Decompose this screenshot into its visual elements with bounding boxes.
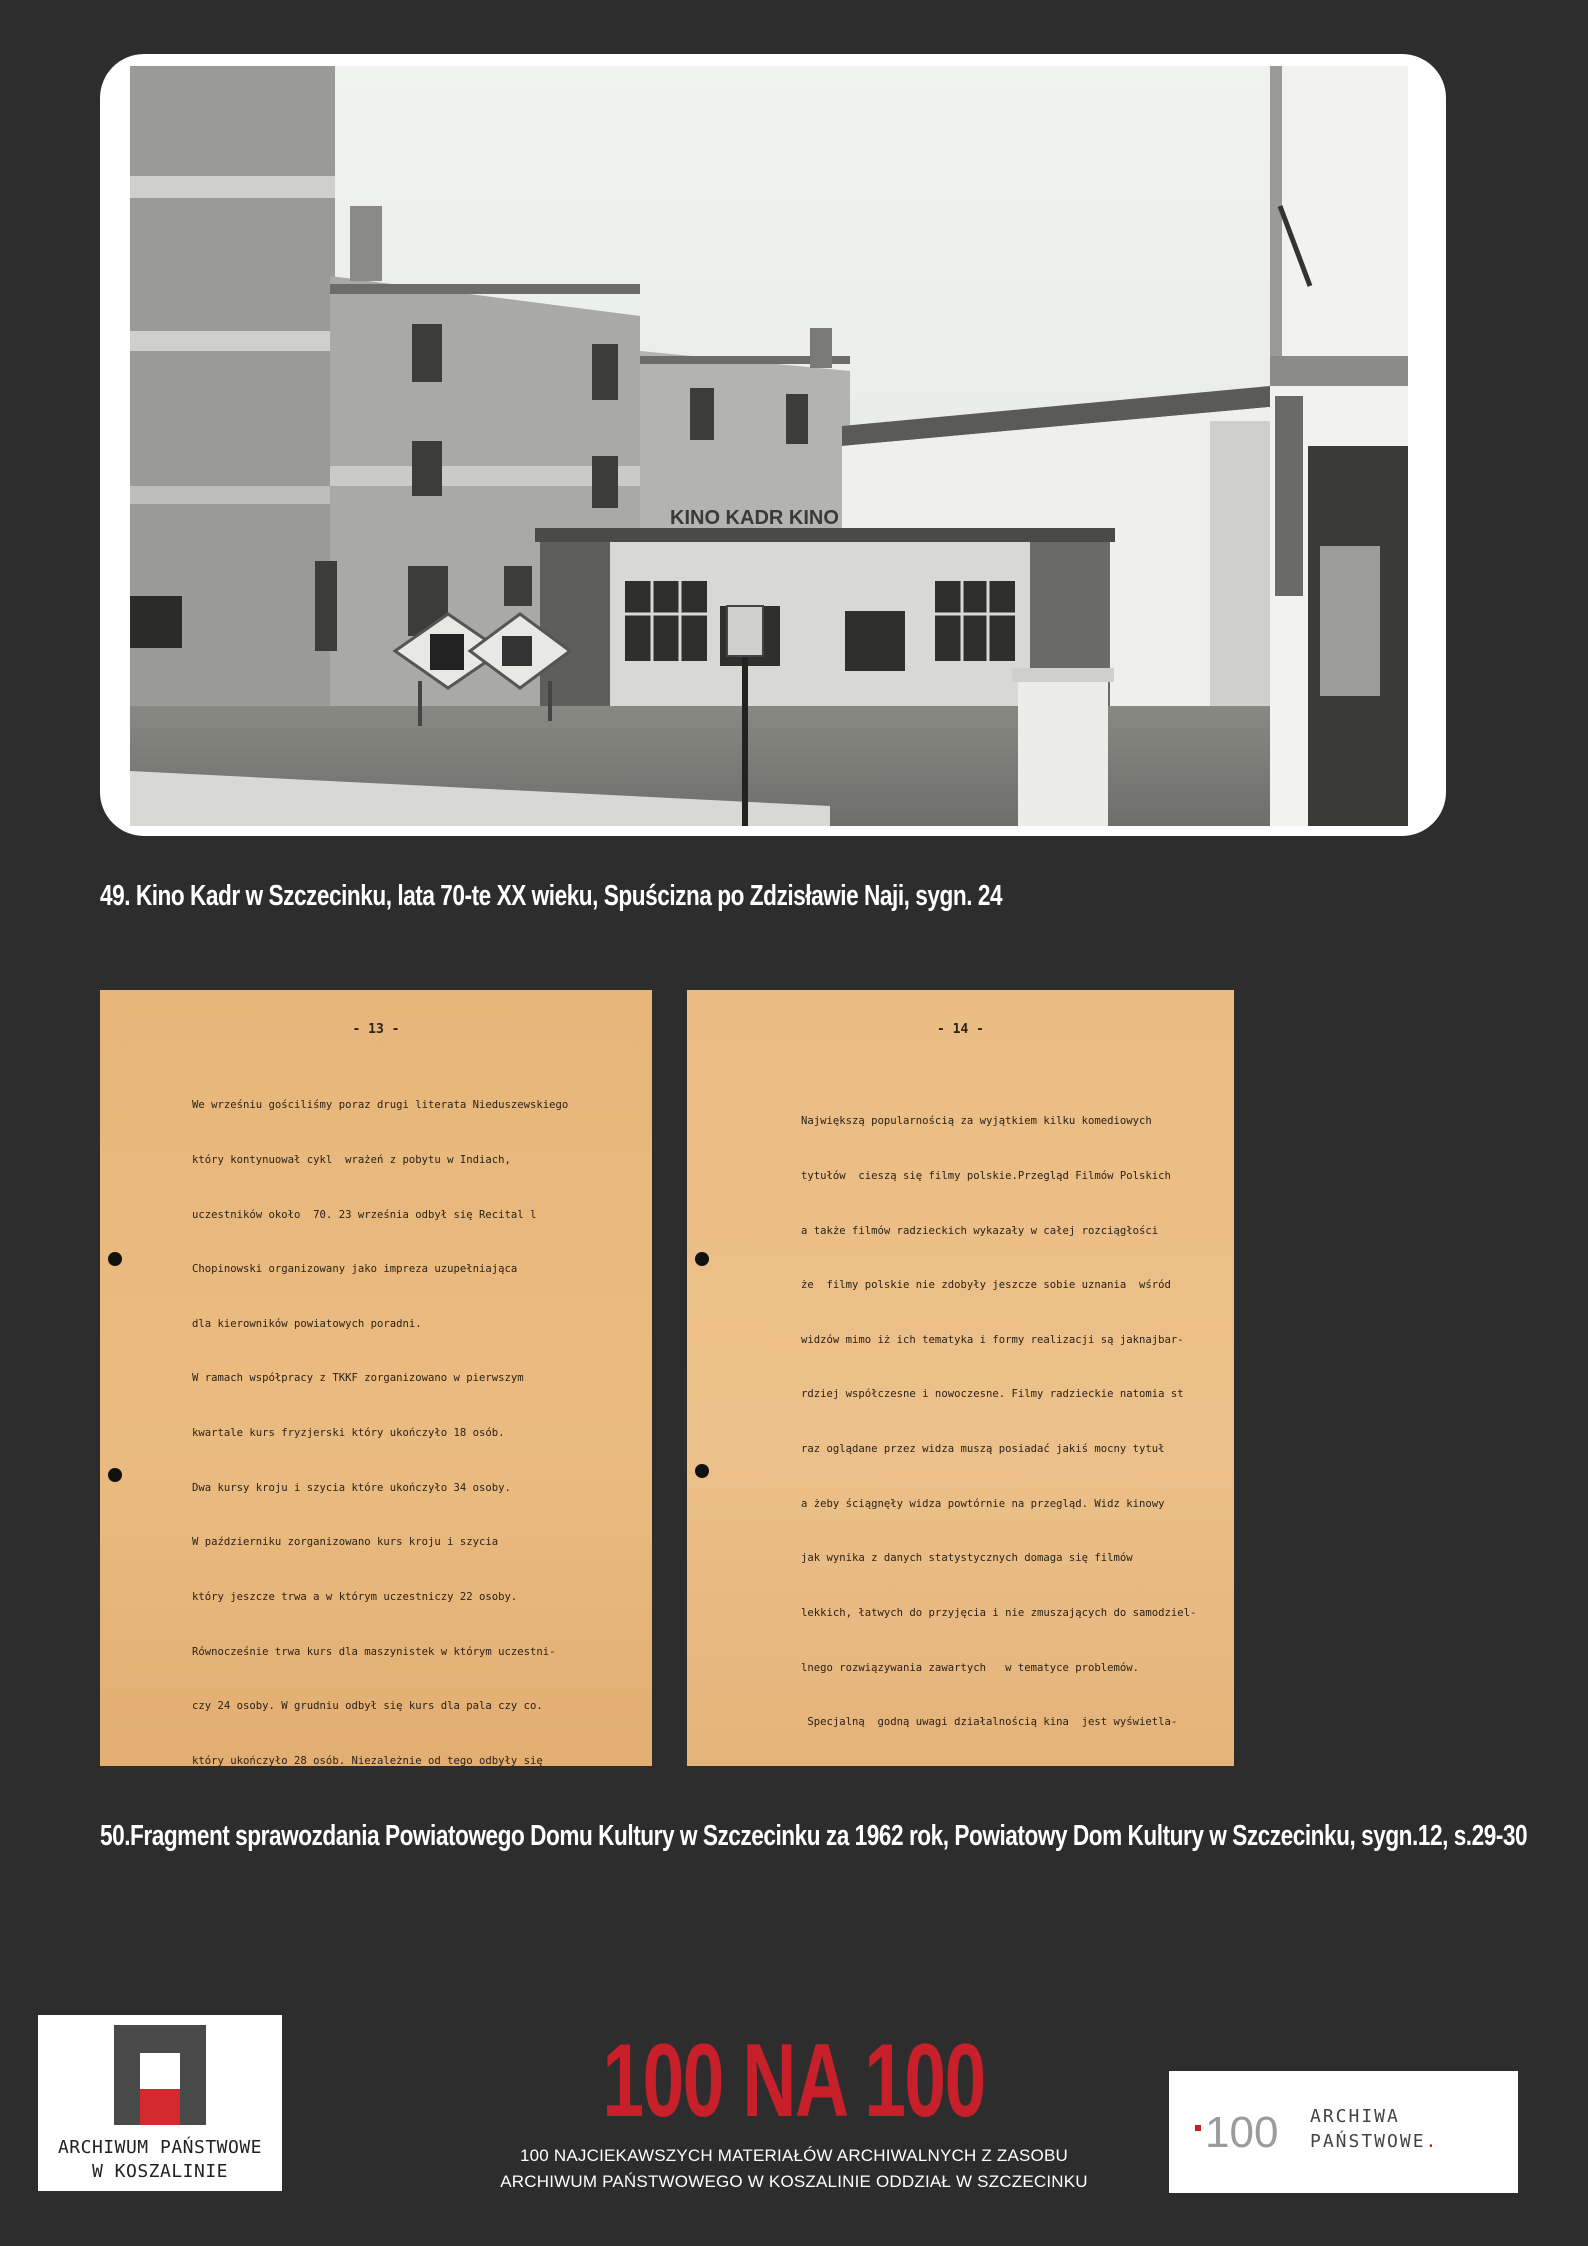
text-line: a żeby ściągnęły widza powtórnie na przegląd. Widz kinowy	[801, 1497, 1165, 1510]
page-number: - 13 -	[352, 1022, 400, 1037]
text-line: lnego rozwiązywania zawartych w tematyce problemów.	[801, 1661, 1140, 1674]
text-line: lekkich, łatwych do przyjęcia i nie zmuszających do samodziel-	[801, 1606, 1197, 1619]
text-line: rdziej współczesne i nowoczesne. Filmy radzieckie natomia st	[801, 1388, 1184, 1401]
series-subtitle-line2: ARCHIWUM PAŃSTWOWEGO W KOSZALINIE ODDZIAŁ W SZCZECINKU	[500, 2172, 1088, 2191]
photo-caption: 49. Kino Kadr w Szczecinku, lata 70-te XX wieku, Spuścizna po Zdzisławie Naji, sygn. 24	[100, 880, 1003, 912]
text-line: Chopinowski organizowany jako impreza uzupełniająca	[192, 1263, 518, 1276]
right-logo-text-line2	[1310, 2131, 1438, 2152]
document-page-13	[100, 990, 652, 1766]
text-line: Specjalną godną uwagi działalnością kina jest wyświetla-	[801, 1716, 1178, 1729]
text-line: tytułów cieszą się filmy polskie.Przegląd Filmów Polskich	[801, 1170, 1171, 1183]
document-page-14	[687, 990, 1234, 1766]
cinema-sign: KINO KADR KINO	[670, 507, 839, 529]
text-line: a także filmów radzieckich wykazały w całej rozciągłości	[801, 1224, 1159, 1237]
document-caption: 50.Fragment sprawozdania Powiatowego Domu Kultury w Szczecinku za 1962 rok, Powiatowy Dom Kultury w Szczecinku, sygn.12, s.29-30	[100, 1820, 1528, 1852]
centenary-mark-text: 100	[1205, 2108, 1279, 2157]
series-subtitle-line1: 100 NAJCIEKAWSZYCH MATERIAŁÓW ARCHIWALNYCH Z ZASOBU	[520, 2146, 1068, 2165]
text-line: Największą popularnością za wyjątkiem kilku komediowych	[801, 1115, 1152, 1128]
text-line: We wrześniu gościliśmy poraz drugi literata Nieduszewskiego	[192, 1099, 569, 1112]
text-line: który jeszcze trwa a w którym uczestniczy 22 osoby.	[192, 1590, 518, 1603]
punch-hole	[108, 1468, 122, 1482]
page-text	[801, 1076, 1196, 1766]
cinema-photo	[130, 66, 1408, 826]
punch-hole	[695, 1252, 709, 1266]
text-line: raz oglądane przez widza muszą posiadać jakiś mocny tytuł	[801, 1443, 1165, 1456]
page-number: - 14 -	[937, 1022, 984, 1037]
text-line: który ukończyło 28 osób. Niezależnie od tego odbyły się	[192, 1754, 543, 1766]
text-line: widzów mimo iż ich tematyka i formy realizacji są jaknajbar-	[801, 1333, 1184, 1346]
archival-photo-frame	[100, 54, 1446, 836]
punch-hole	[108, 1252, 122, 1266]
right-logo-text-line2-label: PAŃSTWOWE	[1310, 2131, 1426, 2152]
text-line: że filmy polskie nie zdobyły jeszcze sobie uznania wśród	[801, 1279, 1171, 1292]
logo-text-line1: ARCHIWUM PAŃSTWOWE	[57, 2137, 263, 2158]
centenary-100-icon	[1195, 2101, 1299, 2161]
punch-hole	[695, 1464, 709, 1478]
text-line: który kontynuował cykl wrażeń z pobytu w Indiach,	[192, 1154, 511, 1167]
text-line: Dwa kursy kroju i szycia które ukończyło 34 osoby.	[192, 1481, 511, 1494]
text-line: jak wynika z danych statystycznych domaga się filmów	[801, 1552, 1133, 1565]
text-line: W październiku zorganizowano kurs kroju i szycia	[192, 1536, 499, 1549]
red-dot-icon: .	[1425, 2131, 1439, 2152]
series-title-text: 100 NA 100	[602, 2023, 986, 2139]
text-line: uczestników około 70. 23 września odbył się Recital l	[192, 1208, 537, 1221]
text-line: Równocześnie trwa kurs dla maszynistek w którym uczestni-	[192, 1645, 556, 1658]
text-line: W ramach współpracy z TKKF zorganizowano w pierwszym	[192, 1372, 524, 1385]
page-text	[192, 1060, 568, 1766]
right-logo-text-line1: ARCHIWA	[1310, 2106, 1400, 2127]
text-line: dla kierowników powiatowych poradni.	[192, 1317, 422, 1330]
logo-text-line2: W KOSZALINIE	[91, 2161, 229, 2182]
text-line: kwartale kurs fryzjerski który ukończyło 18 osób.	[192, 1427, 505, 1440]
text-line: czy 24 osoby. W grudniu odbył się kurs dla pala czy co.	[192, 1700, 543, 1713]
archiwa-panstwowe-100-logo	[1169, 2071, 1518, 2193]
